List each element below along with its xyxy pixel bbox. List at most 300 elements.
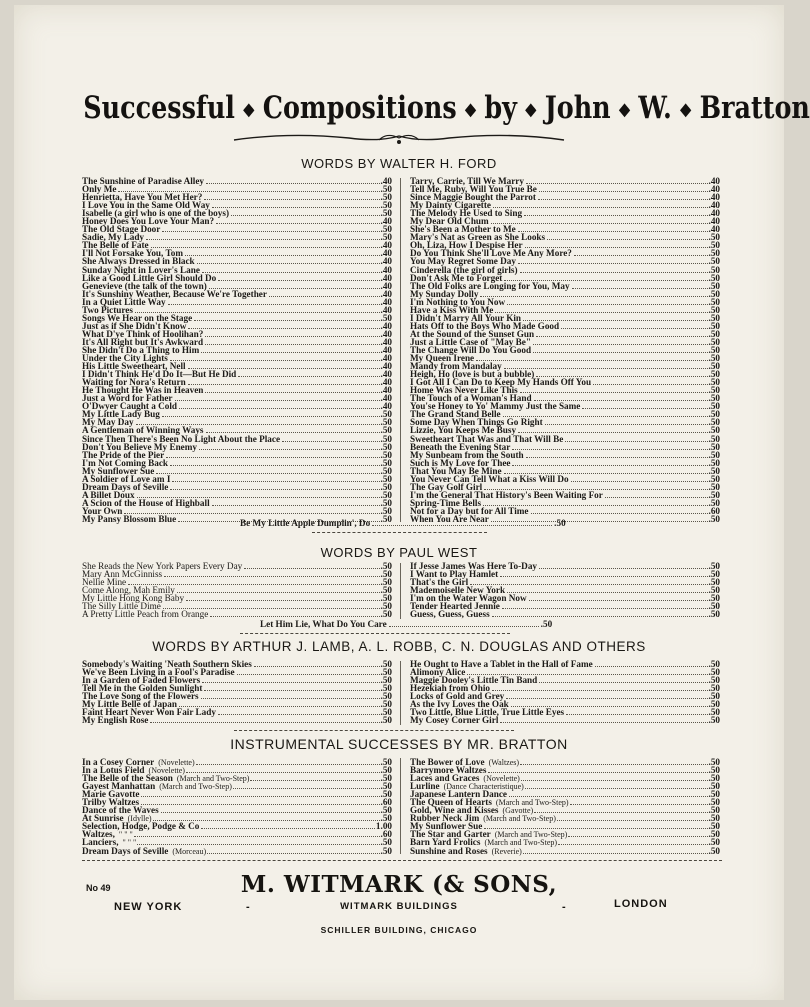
song-title: The Grand Stand Belle: [410, 409, 501, 420]
song-price: .40: [380, 264, 392, 275]
ford-right-list: [410, 177, 720, 523]
column-divider: [400, 178, 401, 522]
dot-leader: [470, 584, 707, 585]
dot-leader: [162, 231, 379, 232]
song-title: As the Ivy Loves the Oak: [410, 699, 509, 710]
song-title: The Bower of Love: [410, 757, 485, 767]
instr-right-list: [410, 758, 720, 855]
song-price: .50: [708, 577, 720, 588]
song-price: .50: [708, 813, 720, 824]
song-price: .50: [708, 707, 720, 718]
song-price: .40: [708, 224, 720, 235]
song-price: .50: [708, 497, 720, 508]
song-price: .50: [708, 425, 720, 436]
song-price: .50: [708, 593, 720, 604]
section-rule: [234, 730, 514, 731]
song-price: .50: [708, 296, 720, 307]
song-price: .40: [380, 377, 392, 388]
song-subtitle: (Novelette): [483, 774, 520, 784]
song-price: .50: [708, 377, 720, 388]
song-price: .50: [708, 829, 720, 840]
song-entry: [82, 806, 392, 814]
song-title: Trilby Waltzes: [82, 797, 140, 808]
song-price: .60: [380, 797, 392, 808]
song-title: Two Pictures: [82, 304, 133, 315]
song-price: .40: [380, 369, 392, 380]
song-title: Mary Ann McGinniss: [82, 569, 163, 580]
song-title: Gold, Wine and Kisses: [410, 805, 499, 816]
song-title: My Dear Old Chum: [410, 216, 489, 227]
song-title: Tarry, Carrie, Till We Marry: [410, 176, 524, 186]
dot-leader: [194, 320, 379, 321]
song-price: .50: [380, 481, 392, 492]
column-divider: [400, 563, 401, 619]
song-price: .50: [380, 433, 392, 444]
song-title: Spring-Time Bells: [410, 497, 482, 508]
dot-leader: [172, 481, 379, 482]
song-price: .50: [708, 765, 720, 776]
dot-leader: [185, 255, 380, 256]
song-price: .50: [380, 200, 392, 211]
song-price: .40: [380, 280, 392, 291]
song-title: Marie Gavotte: [82, 789, 140, 800]
song-title: That You May Be Mine: [410, 465, 502, 476]
song-title: I'm Not Coming Back: [82, 457, 169, 468]
dot-leader: [201, 352, 379, 353]
song-price: .50: [380, 489, 392, 500]
song-price: .50: [708, 312, 720, 323]
dot-leader: [533, 344, 708, 345]
title-separator-ornament: ◆: [618, 99, 631, 120]
song-price: .50: [380, 465, 392, 476]
song-subtitle: (Novelette): [148, 766, 185, 776]
song-price: .50: [708, 667, 720, 678]
song-price: .50: [380, 561, 392, 571]
song-title: Since Then There's Been No Light About the Place: [82, 433, 281, 444]
song-price: .50: [380, 457, 392, 468]
song-price: .50: [708, 489, 720, 500]
dot-leader: [512, 449, 707, 450]
dot-leader: [491, 223, 708, 224]
lamb-right-list: [410, 660, 720, 724]
dot-leader: [502, 608, 708, 609]
song-title: Genevieve (the talk of the town): [82, 280, 207, 291]
song-title: Sunday Night in Lover's Lane: [82, 264, 200, 275]
song-price: .60: [380, 829, 392, 840]
song-title: I'm on the Water Wagon Now: [410, 593, 527, 604]
song-title: Barn Yard Frolics: [410, 837, 481, 848]
song-title: The Star and Garter: [410, 829, 491, 840]
song-title: Barrymore Waltzes: [410, 765, 487, 776]
song-title: Beneath the Evening Star: [410, 441, 511, 452]
page-title: [83, 90, 810, 126]
dot-leader: [518, 263, 708, 264]
song-title: Cinderella (the girl of girls): [410, 264, 518, 275]
song-price: .50: [380, 805, 392, 816]
song-entry: [82, 716, 392, 724]
song-price: .40: [380, 248, 392, 259]
song-price: .50: [708, 248, 720, 259]
song-price: .50: [708, 601, 720, 612]
song-title: Don't You Believe My Enemy: [82, 441, 198, 452]
dot-leader: [151, 247, 380, 248]
song-subtitle: (March and Two-Step): [494, 830, 568, 840]
song-title: Lurline: [410, 781, 440, 792]
dot-leader: [521, 780, 708, 781]
song-title: Dream Days of Seville: [82, 845, 169, 856]
song-title: Mary's Nat as Green as She Looks: [410, 232, 546, 243]
song-title: The Belle of the Season: [82, 773, 173, 784]
song-title: Don't Ask Me to Forget: [410, 272, 503, 283]
song-price: .50: [708, 481, 720, 492]
song-price: .50: [708, 328, 720, 339]
dot-leader: [202, 272, 380, 273]
song-title: My Dainty Cigarette: [410, 200, 491, 211]
song-price: .50: [708, 441, 720, 452]
song-price: .50: [380, 208, 392, 219]
song-price: .40: [708, 208, 720, 219]
dot-leader: [282, 441, 379, 442]
song-entry: [410, 774, 720, 782]
song-title: My Cosey Corner Girl: [410, 715, 499, 726]
dot-leader: [529, 600, 708, 601]
song-title: My English Rose: [82, 715, 149, 726]
song-price: .50: [708, 288, 720, 299]
dot-leader: [507, 592, 707, 593]
dot-leader: [539, 682, 707, 683]
dot-leader: [518, 231, 708, 232]
section-rule: [312, 532, 487, 533]
song-title: Waltzes,: [82, 829, 115, 840]
song-title: I Didn't Think He'd Do It—But He Did: [82, 369, 237, 380]
dot-leader: [156, 473, 379, 474]
dot-leader: [372, 525, 552, 526]
song-price: .40: [380, 344, 392, 355]
dot-leader: [526, 457, 708, 458]
dot-leader: [520, 392, 708, 393]
song-price: .50: [380, 585, 392, 596]
song-title: Locks of Gold and Grey: [410, 691, 505, 702]
song-price: .50: [708, 401, 720, 412]
song-price: .50: [708, 821, 720, 832]
song-price: .50: [708, 240, 720, 251]
dot-leader: [536, 336, 707, 337]
song-subtitle: (Dance Characteristique): [443, 782, 524, 792]
song-price: .40: [380, 176, 392, 186]
dot-leader: [150, 722, 379, 723]
title-separator-ornament: ◆: [243, 99, 255, 120]
song-price: .50: [708, 417, 720, 428]
song-title: My Queen Irene: [410, 353, 475, 364]
song-title: Mademoiselle New York: [410, 585, 506, 596]
song-title: A Scion of the House of Highball: [82, 497, 210, 508]
song-price: .40: [380, 328, 392, 339]
song-title: When You Are Near: [410, 513, 489, 524]
song-title: Dream Days of Seville: [82, 481, 169, 492]
song-title: My Little Belle of Japan: [82, 699, 177, 710]
dot-leader: [269, 296, 380, 297]
song-price: .50: [380, 184, 392, 195]
song-title: Two Little, Blue Little, True Little Eyes: [410, 707, 565, 718]
song-price: .60: [708, 505, 720, 516]
song-price: .50: [380, 845, 392, 856]
dot-leader: [202, 682, 379, 683]
dot-leader: [170, 489, 379, 490]
song-price: .50: [708, 369, 720, 380]
west-center-entry: [260, 619, 552, 629]
song-price: 1.00: [375, 821, 392, 832]
song-title: My Little Hong Kong Baby: [82, 593, 185, 604]
song-title: We've Been Living in a Fool's Paradise: [82, 667, 235, 678]
song-title: It's All Right but It's Awkward: [82, 336, 204, 347]
dot-leader: [582, 408, 707, 409]
song-title: In a Quiet Little Way: [82, 296, 166, 307]
dot-leader: [593, 384, 707, 385]
song-price: .50: [380, 691, 392, 702]
song-title: In a Lotus Field: [82, 765, 145, 776]
song-title: The Silly Little Dime: [82, 601, 161, 612]
song-title: Just a Little Case of "May Be": [410, 336, 531, 347]
song-title: He Ought to Have a Tablet in the Hall of Fame: [410, 659, 593, 669]
dot-leader: [500, 722, 707, 723]
song-price: .50: [380, 577, 392, 588]
dot-leader: [199, 449, 380, 450]
song-title: Tender Hearted Jennie: [410, 601, 500, 612]
song-title: Hats Off to the Boys Who Made Good: [410, 320, 560, 331]
song-price: .50: [708, 715, 720, 726]
song-title: Let Him Lie, What Do You Care: [260, 619, 387, 629]
song-subtitle: (Idylle): [127, 814, 152, 824]
song-subtitle: (Morceau): [172, 846, 207, 856]
dot-leader: [557, 820, 708, 821]
song-price: .40: [380, 304, 392, 315]
section-rule: [240, 633, 510, 634]
separator-dash: -: [246, 901, 250, 913]
dot-leader: [231, 215, 380, 216]
song-price: .50: [708, 513, 720, 524]
song-title: My Pansy Blossom Blue: [82, 513, 177, 524]
song-price: .50: [380, 699, 392, 710]
song-price: .40: [708, 176, 720, 186]
song-title: At the Sound of the Sunset Gun: [410, 328, 535, 339]
dot-leader: [146, 239, 379, 240]
song-title: I'm the General That History's Been Waiting For: [410, 489, 603, 500]
dot-leader: [188, 384, 380, 385]
dot-leader: [196, 764, 380, 765]
dot-leader: [205, 336, 379, 337]
song-price: .50: [708, 336, 720, 347]
song-price: .50: [380, 675, 392, 686]
dot-leader: [175, 400, 380, 401]
title-word: Bratton: [699, 90, 810, 126]
song-price: .40: [380, 320, 392, 331]
song-title: Maggie Dooley's Little Tin Band: [410, 675, 538, 686]
dot-leader: [238, 376, 379, 377]
song-price: .50: [380, 425, 392, 436]
song-price: .50: [380, 312, 392, 323]
song-subtitle: (March and Two-Step): [159, 782, 232, 792]
song-title: At Sunrise: [82, 813, 124, 824]
song-title: His Little Sweetheart, Nell: [82, 361, 186, 372]
section-heading-west: WORDS BY PAUL WEST: [320, 545, 478, 560]
song-title: Oh, Liza, How I Despise Her: [410, 240, 523, 251]
dot-leader: [520, 272, 708, 273]
dot-leader: [205, 392, 379, 393]
dot-leader: [595, 666, 708, 667]
west-right-list: [410, 562, 720, 618]
dot-leader: [523, 853, 708, 854]
dot-leader: [531, 513, 708, 514]
song-price: .50: [708, 465, 720, 476]
dot-leader: [170, 360, 380, 361]
song-price: .50: [380, 569, 392, 580]
dot-leader: [574, 255, 708, 256]
song-title: Guess, Guess, Guess: [410, 609, 490, 620]
song-title: She Always Dressed in Black: [82, 256, 195, 267]
song-title: You May Regret Some Day: [410, 256, 516, 267]
dot-leader: [204, 199, 379, 200]
song-subtitle: (March and Two-Step): [483, 814, 556, 824]
song-entry: [82, 830, 392, 838]
dot-leader: [509, 796, 708, 797]
song-title: She's Been a Mother to Me: [410, 224, 516, 235]
dot-leader: [206, 183, 380, 184]
publisher-address: WITMARK BUILDINGS: [340, 901, 458, 912]
song-price: .50: [708, 409, 720, 420]
song-price: .50: [708, 433, 720, 444]
title-word: John: [544, 90, 611, 126]
song-title: Do You Think She'll Love Me Any More?: [410, 248, 572, 259]
song-price: .50: [708, 304, 720, 315]
song-title: My May Day: [82, 417, 134, 428]
song-title: Such is My Love for Thee: [410, 457, 511, 468]
song-price: .50: [708, 473, 720, 484]
song-subtitle: (March and Two-Step): [484, 838, 558, 848]
dot-leader: [186, 600, 379, 601]
song-title: Laces and Graces: [410, 773, 480, 784]
song-subtitle: (Gavotte): [502, 806, 534, 816]
song-title: In a Garden of Faded Flowers: [82, 675, 201, 686]
song-subtitle: (Reverie): [491, 846, 522, 856]
song-title: Since Maggie Bought the Parrot: [410, 192, 536, 203]
song-title: Have a Kiss With Me: [410, 304, 494, 315]
dot-leader: [244, 568, 379, 569]
dot-leader: [492, 616, 708, 617]
dot-leader: [493, 207, 708, 208]
song-title: Only Me: [82, 184, 117, 195]
song-title: A Pretty Little Peach from Orange: [82, 609, 209, 620]
song-title: Home Was Never Like This: [410, 385, 518, 396]
song-title: O'Dwyer Caught a Cold: [82, 401, 178, 412]
song-price: .50: [380, 837, 392, 848]
dot-leader: [520, 764, 707, 765]
city-new-york: NEW YORK: [114, 901, 183, 913]
dot-leader: [566, 714, 707, 715]
song-title: Tell Me, Ruby, Will You True Be: [410, 184, 537, 195]
song-title: My Sunflower Sue: [410, 821, 483, 832]
song-price: .50: [380, 707, 392, 718]
song-price: .50: [708, 675, 720, 686]
song-title: The Change Will Do You Good: [410, 344, 532, 355]
song-title: Waiting for Nora's Return: [82, 377, 186, 388]
dot-leader: [201, 698, 380, 699]
dot-leader: [565, 441, 707, 442]
song-price: .40: [708, 216, 720, 227]
song-title: I Got All I Can Do to Keep My Hands Off You: [410, 377, 592, 388]
publisher-name: M. WITMARK (& SONS,: [240, 871, 558, 898]
song-title: Honey Does You Love Your Man?: [82, 216, 215, 227]
dot-leader: [545, 424, 708, 425]
song-title: You Never Can Tell What a Kiss Will Do: [410, 473, 569, 484]
song-price: .50: [708, 609, 720, 620]
dot-leader: [162, 416, 380, 417]
dot-leader: [539, 191, 708, 192]
dot-leader: [170, 465, 380, 466]
song-price: .50: [708, 561, 720, 571]
west-left-list: [82, 562, 392, 618]
song-title: Alimony Alice: [410, 667, 466, 678]
dot-leader: [168, 304, 380, 305]
song-entry: [410, 847, 720, 855]
song-title: The Pride of the Pier: [82, 449, 165, 460]
song-title: The Old Stage Door: [82, 224, 161, 235]
dot-leader: [166, 457, 379, 458]
song-price: .50: [380, 601, 392, 612]
song-price: .50: [708, 805, 720, 816]
song-title: A Billet Doux: [82, 489, 135, 500]
song-price: .50: [708, 659, 720, 669]
song-title: A Soldier of Love am I: [82, 473, 171, 484]
footer-rule: [82, 860, 722, 861]
dot-leader: [212, 505, 380, 506]
song-price: .50: [708, 272, 720, 283]
dot-leader: [216, 223, 379, 224]
song-title: The Touch of a Woman's Hand: [410, 393, 532, 404]
song-price: .50: [708, 845, 720, 856]
song-subtitle: " " ": [118, 830, 133, 840]
song-price: .40: [380, 272, 392, 283]
dot-leader: [161, 812, 380, 813]
ford-center-entry: [240, 518, 566, 528]
song-entry: [82, 177, 392, 185]
dot-leader: [164, 576, 379, 577]
dot-leader: [218, 714, 380, 715]
song-title: The Gay Golf Girl: [410, 481, 483, 492]
song-title: Tell Me in the Golden Sunlight: [82, 683, 203, 694]
song-price: .50: [380, 667, 392, 678]
song-title: Mandy from Mandalay: [410, 361, 502, 372]
song-title: My Sunday Dolly: [410, 288, 479, 299]
dot-leader: [237, 674, 380, 675]
dot-leader: [177, 592, 380, 593]
song-entry: [82, 499, 392, 507]
song-price: .50: [708, 797, 720, 808]
song-title: He Thought He Was in Heaven: [82, 385, 204, 396]
dot-leader: [188, 328, 379, 329]
song-subtitle: " " ": [122, 838, 137, 848]
song-title: Under the City Lights: [82, 353, 168, 364]
song-title: Sweetheart That Was and That Will Be: [410, 433, 564, 444]
song-title: Come Along, Mah Emily: [82, 585, 175, 596]
song-price: .40: [380, 361, 392, 372]
song-price: .50: [380, 417, 392, 428]
song-price: .40: [380, 296, 392, 307]
song-title: Sunshine and Roses: [410, 845, 488, 856]
song-price: .50: [708, 781, 720, 792]
song-title: The Belle of Fate: [82, 240, 149, 251]
dot-leader: [534, 812, 707, 813]
title-separator-ornament: ◆: [525, 99, 537, 120]
